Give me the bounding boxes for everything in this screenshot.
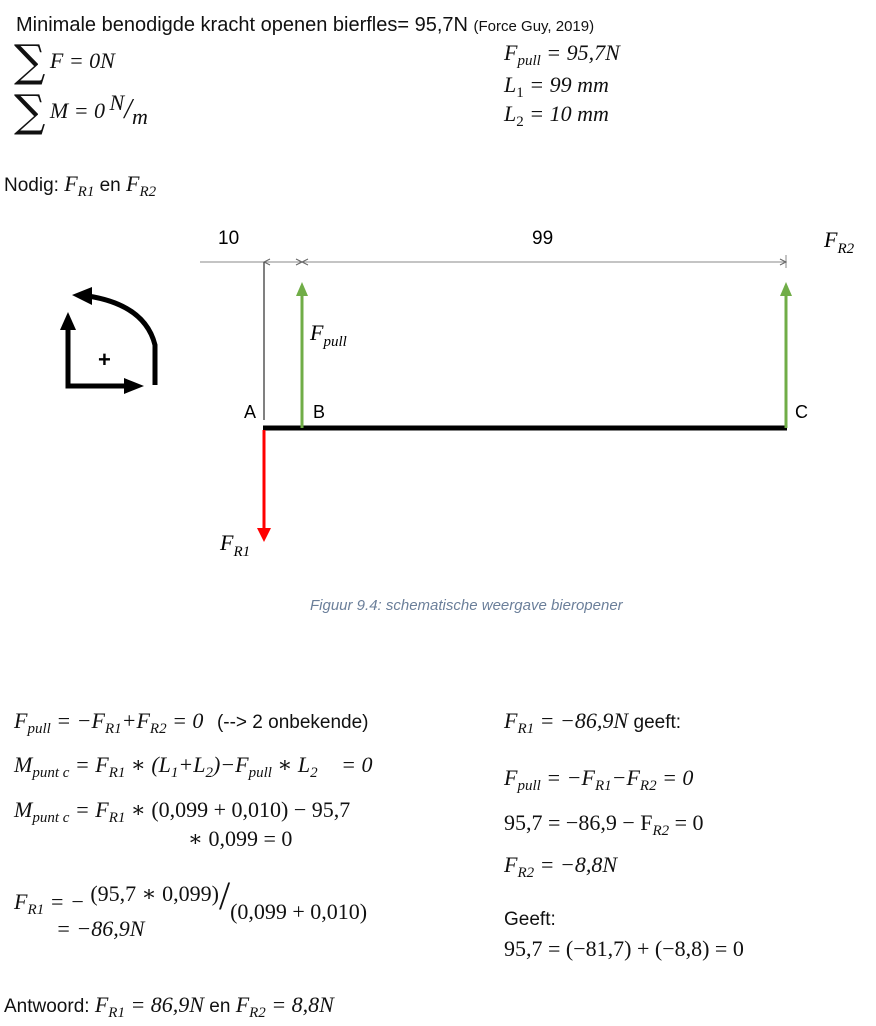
l2-letter: L [504,101,517,126]
eq-part: = −F [56,708,105,733]
eq-part: = 0 [341,752,373,777]
eq-part: M [14,752,33,777]
sub: R1 [108,810,126,826]
sign-convention-icon [60,287,155,394]
calc-left-line2 [14,752,373,782]
val: = 86,9N [130,992,204,1017]
fr1-sub: R1 [77,184,95,200]
fr2-sub: R2 [139,184,157,200]
sub: pull [248,765,272,781]
dim-label-10: 10 [218,228,240,249]
l1-letter: L [504,72,517,97]
calc-right-line1: $F_{R1} = -86,9N$ geeft: [504,708,682,737]
l2-sub: 2 [516,114,524,130]
fr2-label: $F_{R2}$ [824,227,855,257]
calc-left-line3-cont: ∗ 0,099 = 0 [188,826,293,851]
point-c-label: C [795,402,808,422]
needed-conj: en [99,175,121,196]
sub: R1 [108,765,126,781]
eq-part: ∗ (L [130,752,171,777]
eq-part: M [14,797,33,822]
sub: R1 [104,721,122,737]
answer-fr1: $F_{R1} = 86,9N$ [94,992,204,1021]
sub: R1 [108,1005,125,1021]
sub: pull [517,778,541,794]
sub: R1 [517,721,535,737]
eq-part: ∗ (0,099 + 0,010) − 95,7 [130,797,351,822]
calc-right-line2: $F_{pull} = -F_{R1}-F_{R2} = 0$ [504,765,694,794]
sum-moment-text: M = 0 [49,98,106,123]
unit-den: m [131,104,148,129]
calc-right-line5: 95,7 = (−81,7) + (−8,8) = 0 [504,936,744,961]
frac-slash: / [218,873,231,918]
frac-num: (95,7 ∗ 0,099) [90,881,219,906]
eq-part: = F [74,797,109,822]
sub: R2 [249,1005,266,1021]
eq-part: 95,7 = −86,9 − F [504,810,653,835]
needed-fr2: $F_{R2}$ [126,171,157,200]
fpull-label: $F_{pull}$ [310,320,347,350]
title-text: Minimale benodigde kracht openen bierfles= 95,7N [16,14,468,36]
sub: pull [27,721,51,737]
calc-left-line3 [14,797,350,827]
word: geeft: [633,712,682,733]
eq-part: −F [611,765,640,790]
eq-part: = F [74,752,109,777]
sub: R2 [652,823,670,839]
note: (--> 2 onbekende) [216,712,369,733]
frac-den: (0,099 + 0,010) [230,899,368,924]
eq-part: = −86,9N [539,708,628,733]
dim-label-99: 99 [532,228,554,249]
l1-sub: 1 [516,85,524,101]
eq-part: = −8,8N [539,852,617,877]
eq-part: = 0 [662,765,694,790]
fpull-sub: pull [517,53,541,69]
answer-fr2: $F_{R2} = 8,8N$ [235,992,334,1021]
eq-part: )−F [212,752,249,777]
unit-num: N [109,90,125,115]
l1-value: = 99 mm [529,72,609,97]
needed-label: Nodig: [4,175,59,196]
fr2-arrowhead [780,282,792,296]
figure-caption: Figuur 9.4: schematische weergave bieropener [310,597,623,614]
answer-conj: en [209,996,231,1017]
calc-right-geeft: Geeft: [504,909,556,930]
sub: punt c [32,765,70,781]
eq-part: = 0 [172,708,204,733]
plus-sign: + [98,347,111,372]
point-b-label: B [313,402,326,422]
val: = 8,8N [271,992,334,1017]
sub: R2 [639,778,657,794]
fpull-letter: F [504,40,518,65]
calc-left-line1: $F_{pull} = -F_{R1}+F_{R2} = 0$ (--> 2 onbekende) [14,708,369,737]
sub: R1 [27,902,45,918]
calc-right-line3 [504,810,704,840]
eq-part: +F [121,708,150,733]
sub: 1 [170,765,179,781]
needed-fr1: $F_{R1}$ [64,171,95,200]
eq-part: +L [178,752,206,777]
sub: R2 [149,721,167,737]
eq-part: = −F [546,765,595,790]
fr1-arrowhead [257,528,271,542]
sub: 2 [310,765,318,781]
sum-force-text: F = 0N [49,48,115,73]
sub: R2 [517,865,535,881]
sub: R1 [594,778,612,794]
eq-part: = − [49,889,85,914]
sigma-symbol: ∑ [14,36,46,87]
answer-line [4,992,334,1022]
l2-value: = 10 mm [529,101,609,126]
calc-left-line4: $F_{R1}$ = − (95,7 ∗ 0,099)/(0,099 + 0,010) [14,873,368,924]
eq-part: = 0 [674,810,704,835]
eq-part: ∗ L [277,752,311,777]
unit-slash: / [124,94,132,125]
calc-right-line4: $F_{R2} = -8,8N$ [504,852,617,881]
answer-label: Antwoord: [4,996,90,1017]
point-a-label: A [244,402,257,422]
fpull-arrowhead [296,282,308,296]
sigma-symbol: ∑ [14,86,46,137]
sub: punt c [32,810,70,826]
calc-left-result: = −86,9N [56,916,145,941]
source-citation: (Force Guy, 2019) [473,18,595,35]
sub: 2 [205,765,213,781]
fr1-label: $F_{R1}$ [220,530,251,560]
fpull-value: = 95,7N [546,40,620,65]
